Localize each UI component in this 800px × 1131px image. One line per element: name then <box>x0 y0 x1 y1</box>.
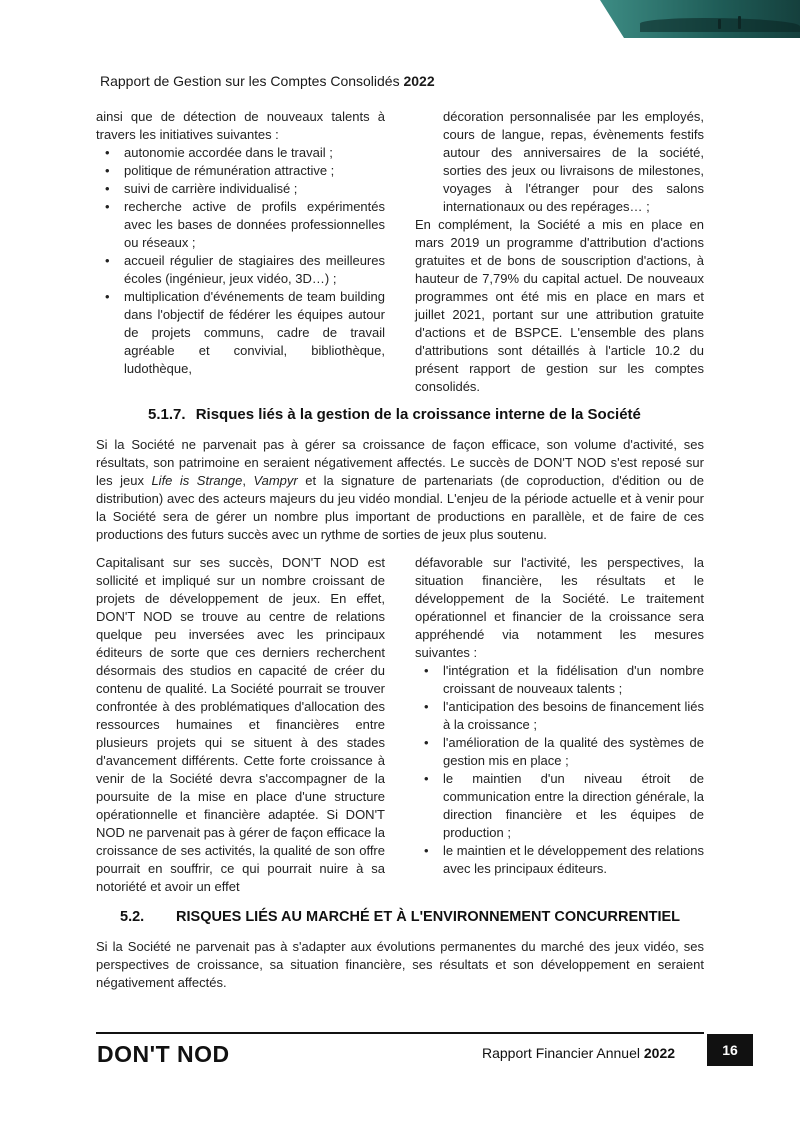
shares-paragraph: En complément, la Société a mis en place en mars 2019 un programme d'attribution d'actions gratuites et de bons de souscription d'actions, à hauteur de 7,79% du capital actuel. De nouveaux programmes ont été mis en place en mars et juillet 2021, portant sur une attribution gratuite d'actions et de BSPCE. L'ensemble des plans d'attributions sont détaillés à l'article 10.2 du présent rapport de gestion sur les comptes consolidés. <box>415 217 704 394</box>
growth-measures-list <box>415 662 704 878</box>
company-logo: DON'T NOD <box>97 1041 230 1067</box>
list-item: • accueil régulier de stagiaires des meilleures écoles (ingénieur, jeux vidéo, 3D…) ; <box>96 252 385 288</box>
growth-paragraph: Capitalisant sur ses succès, DON'T NOD est sollicité et impliqué sur un nombre croissant de projets de développement de jeux. En effet, DON'T NOD se trouve au centre de relations quelque peu inversées avec les principaux éditeurs de sorte que ces derniers recherchent désormais des studios en capacité de créer du contenu de qualité. La Société pourrait se trouver confrontée à des problématiques d'allocation des ressources humaines et financières entre plusieurs projets qui se situent à des stades d'avancement différents. Cette forte croissance à venir de la Société devra s'accompagner de la poursuite de la mise en place d'une structure opérationnelle et financière adaptée. Si DON'T NOD ne parvenait pas à gérer de façon efficace la croissance de ses activités, la qualité de son offre pourrait en souffrir, ce qui pourrait nuire à sa notoriété et avoir un effet <box>96 555 385 894</box>
section-heading-5-2 <box>120 909 680 925</box>
list-item: • recherche active de profils expérimentés avec les bases de données professionnelles ou réseaux ; <box>96 198 385 252</box>
section-heading-5-1-7 <box>148 406 641 423</box>
separator-text: , <box>242 473 254 488</box>
section-number: 5.2. <box>120 909 145 925</box>
list-item: • l'amélioration de la qualité des systèmes de gestion mis en place ; <box>415 734 704 770</box>
page-number: 16 <box>707 1034 753 1066</box>
paragraph-text: Si la Société ne parvenait pas à gérer sa croissance de façon efficace, son volume d'activité, ses résultats, son patrimoine en seraient négativement affectés. Le succès de DON'T NOD s'est reposé sur les jeux <box>96 437 704 488</box>
left-intro: ainsi que de détection de nouveaux talents à travers les initiatives suivantes : <box>96 109 385 142</box>
bullet-continuation: décoration personnalisée par les employés, cours de langue, repas, évènements festifs autour des anniversaires de la société, sorties des jeux ou livraisons de milestones, voyages à l'étranger pour des salons internationaux ou des repérages… ; <box>443 109 704 214</box>
left-column-top <box>96 108 385 378</box>
list-item: • multiplication d'événements de team building dans l'objectif de fédérer les équipes autour de projets communs, cadre de travail agréable et convivial, bibliothèque, ludothèque, <box>96 288 385 378</box>
list-item: • le maintien et le développement des relations avec les principaux éditeurs. <box>415 842 704 878</box>
footer-title <box>482 1045 675 1061</box>
list-item: • politique de rémunération attractive ; <box>96 162 385 180</box>
section-5-1-7-intro <box>96 436 704 544</box>
footer-year: 2022 <box>643 1045 676 1061</box>
right-column-top <box>415 108 704 396</box>
list-item: • suivi de carrière individualisé ; <box>96 180 385 198</box>
header-title: Rapport de Gestion sur les Comptes Consolidés <box>100 73 400 89</box>
footer-title-text: Rapport Financier Annuel <box>482 1045 640 1061</box>
list-item: • autonomie accordée dans le travail ; <box>96 144 385 162</box>
header-banner-image <box>600 0 800 38</box>
left-column-bottom <box>96 554 385 896</box>
section-number: 5.1.7. <box>148 406 186 423</box>
talent-initiatives-list <box>96 144 385 378</box>
right-column-bottom <box>415 554 704 878</box>
paragraph-text: et la signature de partenariats (de coproduction, d'édition ou de distribution) avec des acteurs majeurs du jeu vidéo mondial. L'enjeu de la période actuelle et à venir pour la Société sera de gérer un nombre plus important de productions en parallèle, et de faire de ces productions des futurs succès avec un rythme de sorties de jeux plus soutenu. <box>96 473 704 542</box>
list-item: • l'anticipation des besoins de financement liés à la croissance ; <box>415 698 704 734</box>
list-item: • l'intégration et la fidélisation d'un nombre croissant de nouveaux talents ; <box>415 662 704 698</box>
list-item: • le maintien d'un niveau étroit de communication entre la direction générale, la direction financière et les équipes de production ; <box>415 770 704 842</box>
document-header <box>100 73 435 89</box>
game-title-vampyr: Vampyr <box>253 473 298 488</box>
section-title: Risques liés à la gestion de la croissance interne de la Société <box>195 406 641 423</box>
game-title-life-is-strange: Life is Strange <box>151 473 243 488</box>
section-title: RISQUES LIÉS AU MARCHÉ ET À L'ENVIRONNEMENT CONCURRENTIEL <box>176 909 681 925</box>
measures-intro: défavorable sur l'activité, les perspectives, la situation financière, les résultats et le développement de la Société. Le traitement opérationnel et financier de la croissance sera appréhendé via notamment les mesures suivantes : <box>415 555 704 660</box>
footer-divider <box>96 1032 704 1034</box>
header-year: 2022 <box>403 73 435 89</box>
section-5-2-paragraph: Si la Société ne parvenait pas à s'adapter aux évolutions permanentes du marché des jeux vidéo, ses perspectives de croissance, sa situation financière, ses résultats et son développement en seraient négativement affectés. <box>96 939 704 990</box>
